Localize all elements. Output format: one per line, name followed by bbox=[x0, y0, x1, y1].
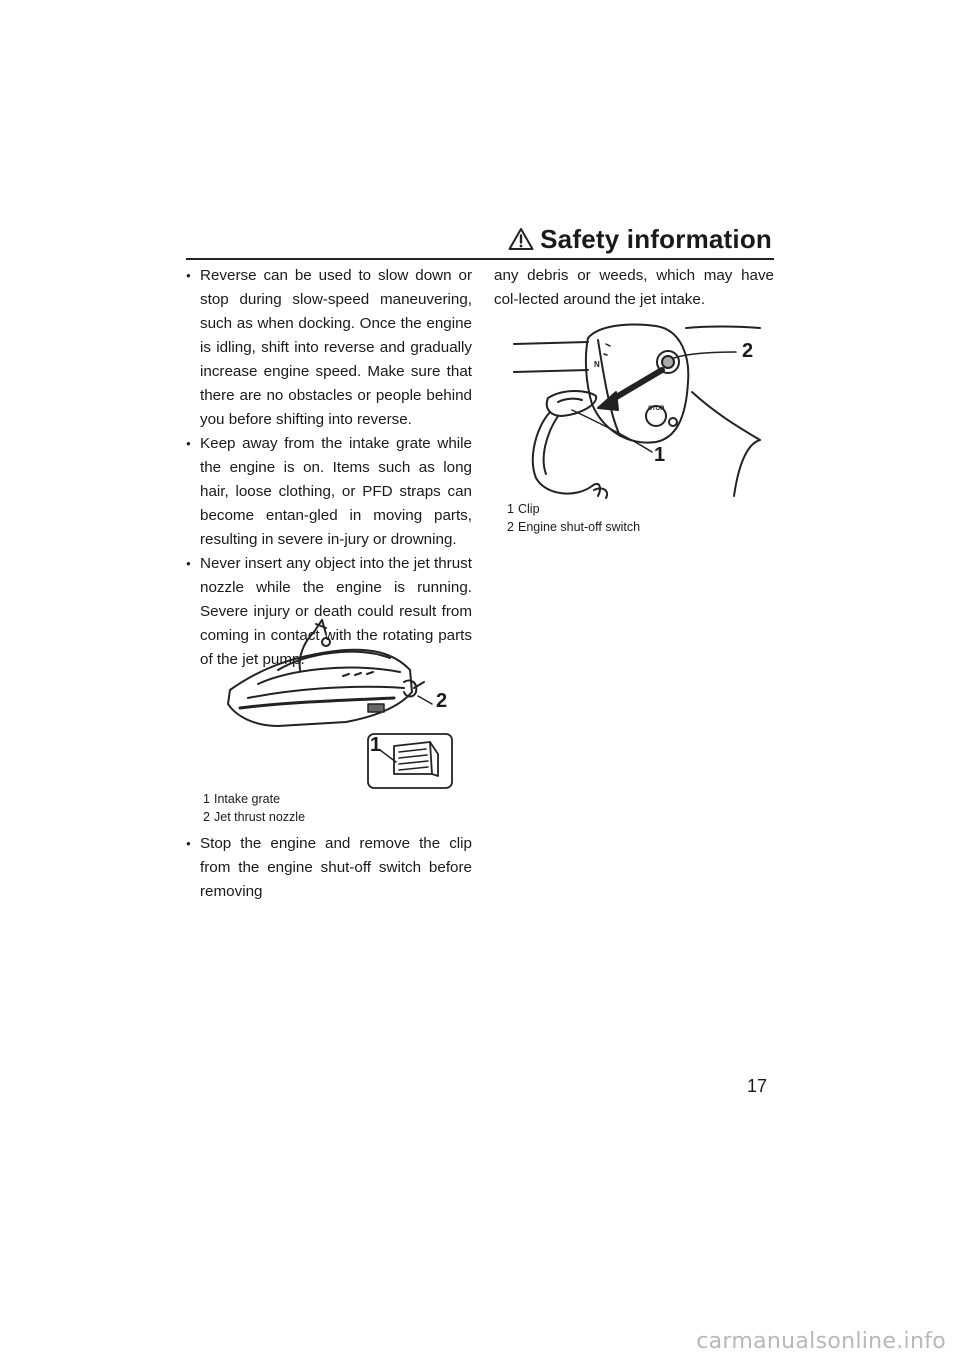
stop-label: STOP bbox=[648, 406, 665, 412]
figure1-caption-2: 2 Jet thrust nozzle bbox=[203, 810, 306, 824]
warning-triangle-icon bbox=[508, 227, 534, 258]
figure2-caption-2: 2 Engine shut-off switch bbox=[507, 520, 641, 534]
callout-1: 1 bbox=[370, 734, 382, 756]
figure2-caption-1: 1 Clip bbox=[507, 502, 540, 516]
watermark: carmanualsonline.info bbox=[696, 1329, 946, 1354]
neutral-mark: N bbox=[594, 360, 600, 369]
figure1-caption-1: 1 Intake grate bbox=[203, 792, 281, 806]
callout-1: 1 bbox=[654, 444, 666, 466]
left-column-lower bbox=[186, 832, 472, 904]
right-column bbox=[494, 264, 774, 312]
callout-2: 2 bbox=[436, 690, 448, 712]
page-title bbox=[508, 224, 772, 258]
shutoff-switch-figure bbox=[506, 318, 770, 502]
page-header bbox=[186, 222, 774, 260]
page-number: 17 bbox=[747, 1076, 768, 1096]
continuation-text: any debris or weeds, which may have col-lected around the jet intake. bbox=[494, 267, 774, 308]
watercraft-figure bbox=[218, 612, 458, 792]
bullet-intake-grate: ● Keep away from the intake grate while the engine is on. Items such as long hair, loose clothing, or PFD straps can become entan-gled in moving parts, resulting in severe in-jury or drowning. bbox=[186, 432, 472, 552]
bullet-reverse: ● Reverse can be used to slow down or stop during slow-speed maneuvering, such as when docking. Once the engine is idling, shift into reverse and gradually increase engine speed. Make sure that there are no obstacles or people behind you before shifting into reverse. bbox=[186, 264, 472, 432]
bullet-jet-nozzle: ● Never insert any object into the jet thrust nozzle while the engine is running. Severe injury or death could result from coming in contact with the rotating parts of the jet pump. bbox=[186, 552, 472, 672]
callout-2: 2 bbox=[742, 340, 754, 362]
page-title-text: Safety information bbox=[540, 224, 772, 254]
left-column bbox=[186, 264, 472, 672]
bullet-stop-engine: ● Stop the engine and remove the clip from the engine shut-off switch before removing bbox=[186, 832, 472, 904]
